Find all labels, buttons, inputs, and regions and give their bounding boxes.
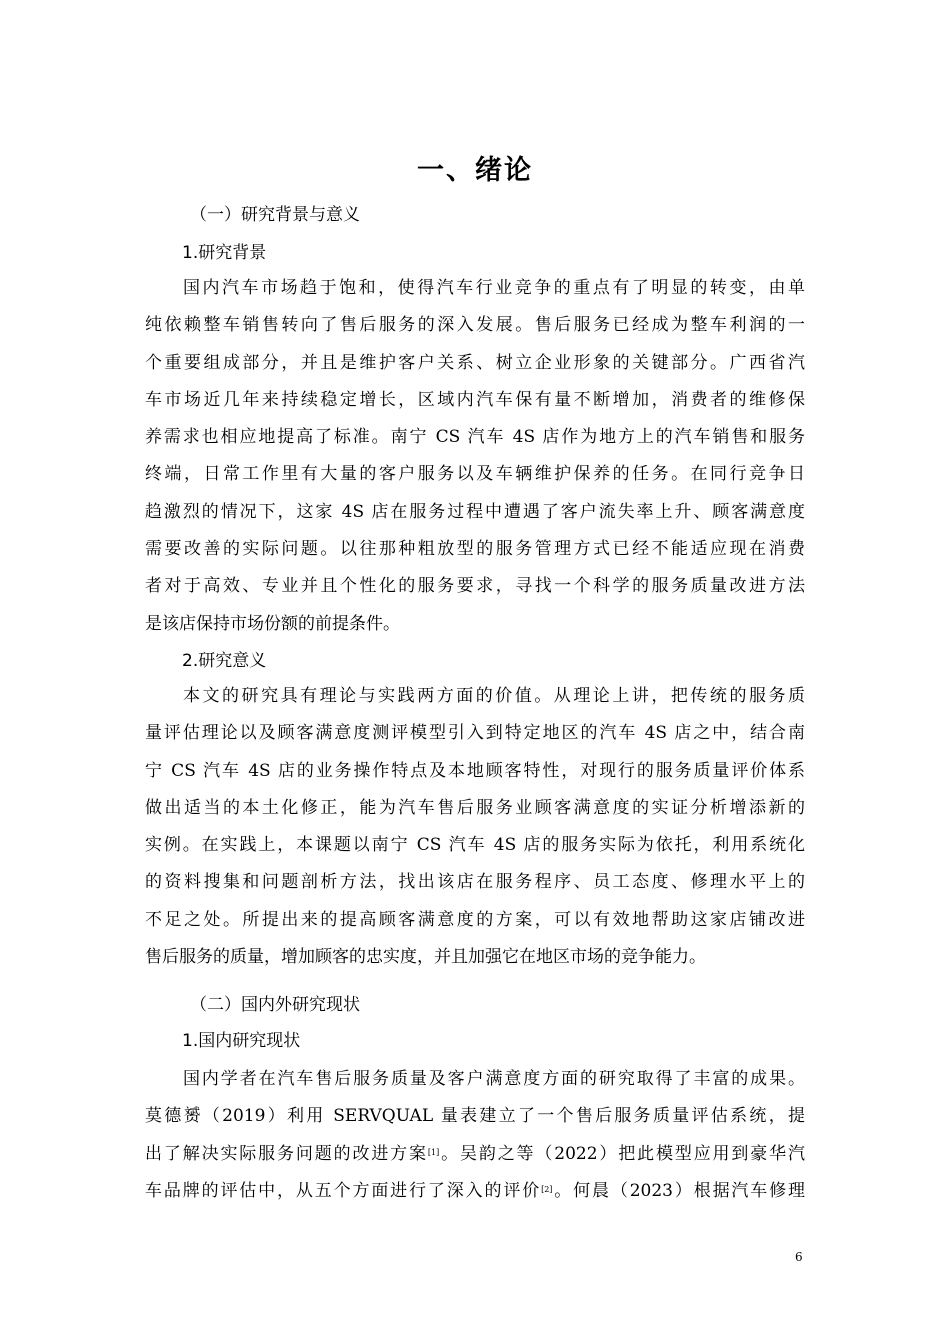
page-number: 6 xyxy=(795,1250,803,1264)
paragraph-background xyxy=(145,270,805,643)
chapter-title: 一、绪论 xyxy=(417,155,533,186)
paragraph-significance xyxy=(145,678,805,976)
paragraph-line: 者对于高效、专业并且个性化的服务要求，寻找一个科学的服务质量改进方法 xyxy=(145,576,805,597)
text-segment: 出了解决实际服务问题的改进方案 xyxy=(145,1143,428,1164)
paragraph-domestic xyxy=(145,1061,805,1210)
paragraph-line: 个重要组成部分，并且是维护客户关系、树立企业形象的关键部分。广西省汽 xyxy=(145,352,805,373)
section-heading-background: （一）研究背景与意义 xyxy=(190,205,360,225)
paragraph-line: 莫德赟（2019）利用 SERVQUAL 量表建立了一个售后服务质量评估系统，提 xyxy=(145,1106,805,1127)
subsection-heading-background: 1.研究背景 xyxy=(182,243,267,263)
paragraph-line: 国内汽车市场趋于饱和，使得汽车行业竞争的重点有了明显的转变，由单 xyxy=(183,278,805,298)
subsection-heading-significance: 2.研究意义 xyxy=(182,651,267,671)
paragraph-line: 宁 CS 汽车 4S 店的业务操作特点及本地顾客特性，对现行的服务质量评价体系 xyxy=(145,760,805,781)
paragraph-line: 纯依赖整车销售转向了售后服务的深入发展。售后服务已经成为整车利润的一 xyxy=(145,315,805,336)
text-segment: 。何晨（2023）根据汽车修理 xyxy=(552,1180,806,1201)
paragraph-line xyxy=(145,1136,805,1173)
paragraph-line: 实例。在实践上，本课题以南宁 CS 汽车 4S 店的服务实际为依托，利用系统化 xyxy=(145,835,805,856)
paragraph-line: 不足之处。所提出来的提高顾客满意度的方案，可以有效地帮助这家店铺改进 xyxy=(145,909,805,930)
paragraph-line: 养需求也相应地提高了标准。南宁 CS 汽车 4S 店作为地方上的汽车销售和服务 xyxy=(145,427,805,448)
paragraph-line: 国内学者在汽车售后服务质量及客户满意度方面的研究取得了丰富的成果。 xyxy=(183,1069,805,1089)
paragraph-line: 售后服务的质量，增加顾客的忠实度，并且加强它在地区市场的竞争能力。 xyxy=(145,947,706,968)
paragraph-line: 做出适当的本土化修正，能为汽车售后服务业顾客满意度的实证分析增添新的 xyxy=(145,797,805,818)
paragraph-line: 趋激烈的情况下，这家 4S 店在服务过程中遭遇了客户流失率上升、顾客满意度 xyxy=(145,501,805,522)
paragraph-line xyxy=(145,1173,805,1210)
section-heading-research-status: （二）国内外研究现状 xyxy=(190,995,360,1015)
citation-2: [2] xyxy=(541,1184,553,1194)
text-segment: 。吴韵之等（2022）把此模型应用到豪华汽 xyxy=(439,1143,805,1164)
citation-1: [1] xyxy=(427,1147,440,1157)
paragraph-line: 的资料搜集和问题剖析方法，找出该店在服务程序、员工态度、修理水平上的 xyxy=(145,872,805,893)
paragraph-line: 需要改善的实际问题。以往那种粗放型的服务管理方式已经不能适应现在消费 xyxy=(145,539,805,560)
paragraph-line: 本文的研究具有理论与实践两方面的价值。从理论上讲，把传统的服务质 xyxy=(183,686,805,706)
paragraph-line: 车市场近几年来持续稳定增长，区域内汽车保有量不断增加，消费者的维修保 xyxy=(145,389,805,410)
text-segment: 车品牌的评估中，从五个方面进行了深入的评价 xyxy=(145,1180,542,1201)
paragraph-line: 是该店保持市场份额的前提条件。 xyxy=(145,613,400,634)
paragraph-line: 终端，日常工作里有大量的客户服务以及车辆维护保养的任务。在同行竞争日 xyxy=(145,464,805,485)
subsection-heading-domestic: 1.国内研究现状 xyxy=(182,1031,301,1051)
paragraph-line: 量评估理论以及顾客满意度测评模型引入到特定地区的汽车 4S 店之中，结合南 xyxy=(145,723,805,744)
